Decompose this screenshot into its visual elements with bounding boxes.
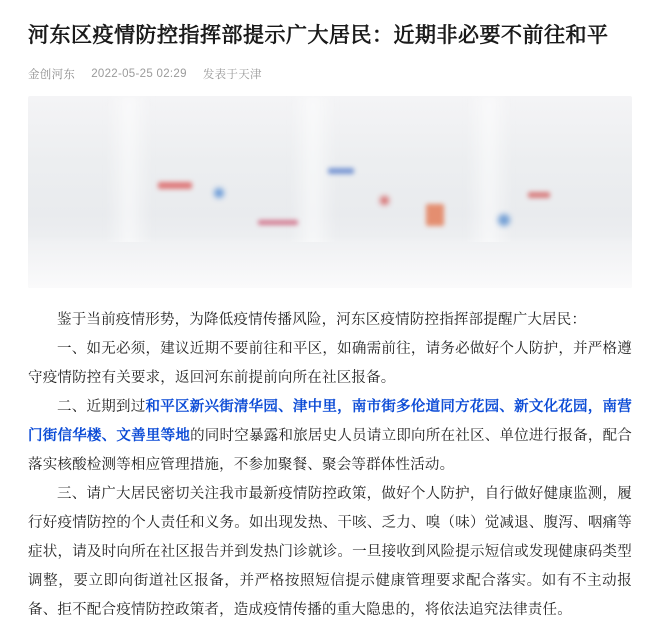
paragraph-item-2 (28, 393, 632, 480)
highlighted-locations: 和平区新兴街清华园、津中里，南市街多伦道同方花园、新文化花园，南营门街信华楼、文善里等地 (28, 399, 632, 445)
hero-ground (28, 242, 632, 288)
hero-pillar (290, 96, 336, 258)
article-body (28, 306, 632, 625)
paragraph-item-2-prefix: 二、近期到过 (57, 399, 146, 416)
paragraph-item-3: 三、请广大居民密切关注我市最新疫情防控政策，做好个人防护，自行做好健康监测，履行好疫情防控的个人责任和义务。如出现发热、干咳、乏力、嗅（味）觉减退、腹泻、咽痛等症状，请及时向所在社区报告并到发热门诊就诊。一旦接收到风险提示短信或发现健康码类型调整，要立即向街道社区报备，并严格按照短信提示健康管理要求配合落实。如有不主动报备、拒不配合疫情防控政策者，造成疫情传播的重大隐患的，将依法追究法律责任。 (28, 486, 632, 619)
publish-location: 发表于天津 (202, 69, 262, 82)
source-label: 金创河东 (28, 69, 76, 82)
hero-pillar (466, 96, 512, 258)
hero-blur-shape (328, 168, 354, 174)
hero-blur-shape (426, 204, 444, 226)
page-title: 河东区疫情防控指挥部提示广大居民：近期非必要不前往和平 (28, 24, 609, 47)
paragraph-item-1: 一、如无必须，建议近期不要前往和平区，如确需前往，请务必做好个人防护，并严格遵守疫情防控有关要求，返回河东前提前向所在社区报备。 (28, 341, 632, 387)
publish-time: 2022-05-25 02:29 (91, 68, 187, 81)
hero-pillar (106, 96, 152, 258)
article-container (0, 22, 660, 625)
paragraph-item-2-suffix: 的同时空暴露和旅居史人员请立即向所在社区、单位进行报备，配合落实核酸检测等相应管理措施，不参加聚餐、聚会等群体性活动。 (28, 428, 633, 474)
hero-blur-shape (258, 220, 298, 225)
article-meta (28, 66, 632, 82)
hero-blur-shape (214, 188, 224, 198)
hero-blur-shape (158, 182, 192, 189)
hero-blur-shape (528, 192, 550, 198)
article-hero-image (28, 96, 632, 288)
paragraph-intro: 鉴于当前疫情形势，为降低疫情传播风险，河东区疫情防控指挥部提醒广大居民： (57, 312, 587, 329)
hero-blur-shape (380, 196, 389, 205)
